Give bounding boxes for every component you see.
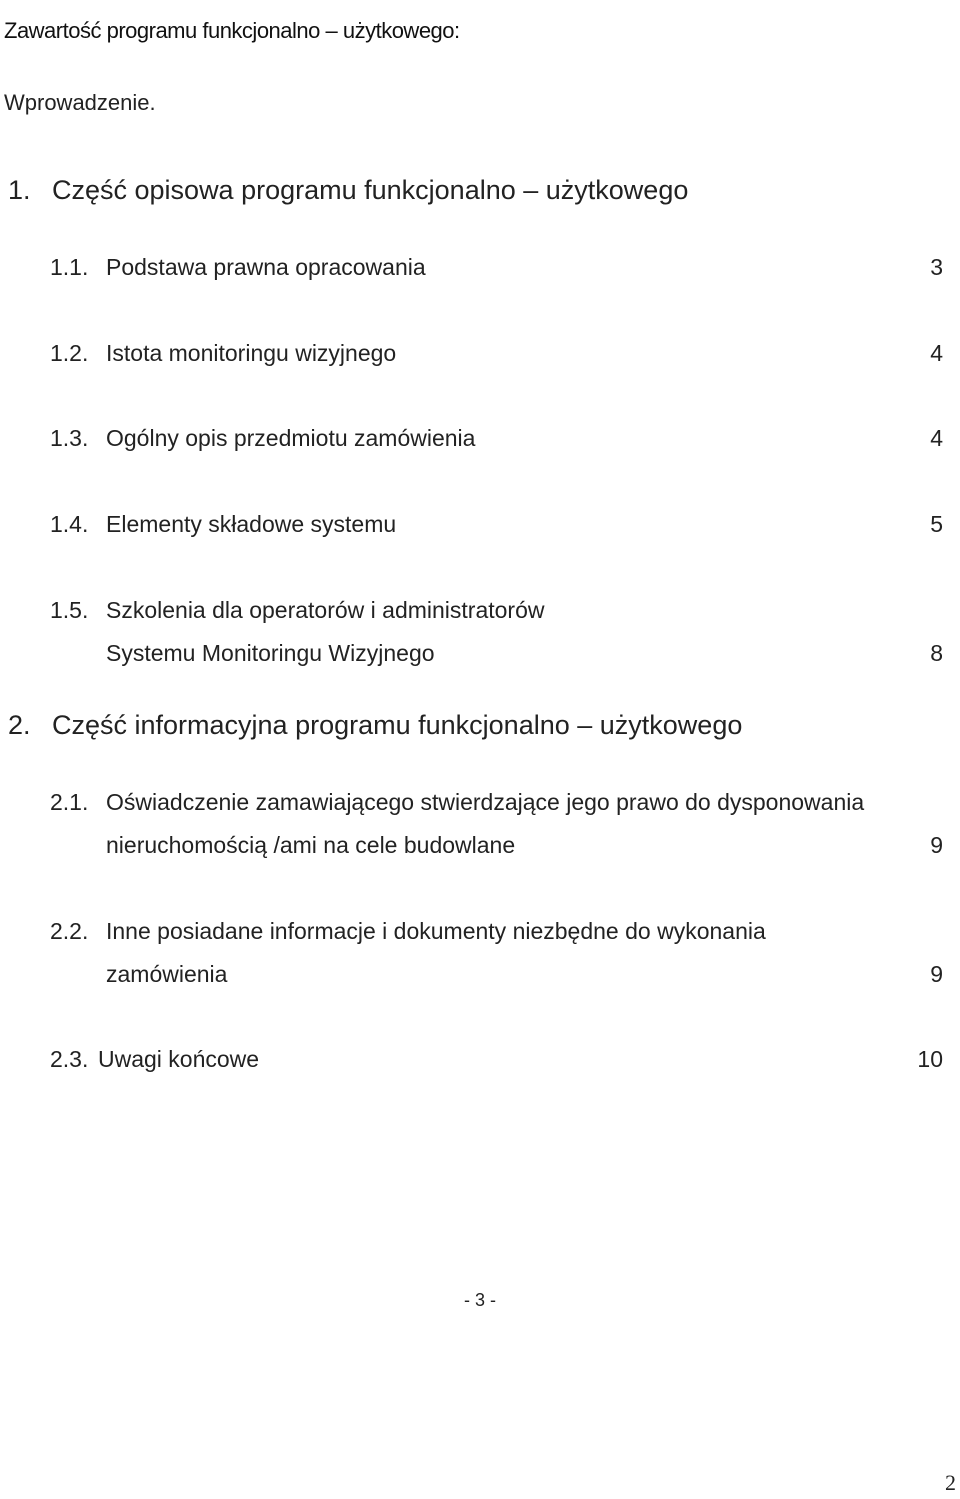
entry-number: 1.2. xyxy=(50,340,89,366)
entry-title-line-2: zamówienia xyxy=(106,961,228,987)
entry-title-line-1: Oświadczenie zamawiającego stwierdzające jego prawo do dysponowania xyxy=(106,789,865,815)
entry-title: Istota monitoringu wizyjnego xyxy=(106,340,397,366)
entry-title: Ogólny opis przedmiotu zamówienia xyxy=(106,425,476,451)
section-title: Część informacyjna programu funkcjonalno – użytkowego xyxy=(52,710,743,740)
section-number: 1. xyxy=(8,175,31,205)
toc-entry[interactable] xyxy=(50,781,943,867)
entry-number: 2.1. xyxy=(50,789,89,815)
section-2-heading xyxy=(8,710,908,746)
entry-title: Elementy składowe systemu xyxy=(106,511,397,537)
entry-title: Podstawa prawna opracowania xyxy=(106,254,426,280)
entry-title-line-2: nieruchomością /ami na cele budowlane xyxy=(106,832,516,858)
document-title: Zawartość programu funkcjonalno – użytkowego: xyxy=(4,18,460,43)
entry-page: 10 xyxy=(917,1046,943,1072)
entry-number: 1.3. xyxy=(50,425,89,451)
entry-number: 1.4. xyxy=(50,511,89,537)
entry-title-line-2: Systemu Monitoringu Wizyjnego xyxy=(106,640,435,666)
sheet-number: 2 xyxy=(945,1470,956,1495)
toc-entry[interactable] xyxy=(50,1038,943,1081)
toc-entry[interactable] xyxy=(50,332,943,375)
entry-number: 1.1. xyxy=(50,254,89,280)
page-footer-number: - 3 - xyxy=(463,1290,496,1310)
entry-page: 9 xyxy=(930,961,943,987)
entry-page: 5 xyxy=(930,511,943,537)
entry-number: 2.2. xyxy=(50,918,89,944)
entry-number: 1.5. xyxy=(50,597,89,623)
entry-number: 2.3. xyxy=(50,1046,89,1072)
entry-title-line-1: Inne posiadane informacje i dokumenty niezbędne do wykonania xyxy=(106,918,766,944)
entry-title: Uwagi końcowe xyxy=(98,1046,260,1072)
intro-label: Wprowadzenie. xyxy=(4,90,156,115)
entry-page: 3 xyxy=(930,254,943,280)
entry-page: 8 xyxy=(930,640,943,666)
entry-page: 4 xyxy=(930,340,943,366)
entry-page: 4 xyxy=(930,425,943,451)
toc-entry[interactable] xyxy=(50,417,943,460)
toc-entry[interactable] xyxy=(50,503,943,546)
section-title: Część opisowa programu funkcjonalno – użytkowego xyxy=(52,175,689,205)
entry-page: 9 xyxy=(930,832,943,858)
entry-title-line-1: Szkolenia dla operatorów i administratorów xyxy=(106,597,545,623)
section-1-heading xyxy=(8,175,908,211)
toc-entry[interactable] xyxy=(50,589,943,675)
toc-entry[interactable] xyxy=(50,246,943,289)
section-number: 2. xyxy=(8,710,31,740)
toc-entry[interactable] xyxy=(50,910,943,996)
